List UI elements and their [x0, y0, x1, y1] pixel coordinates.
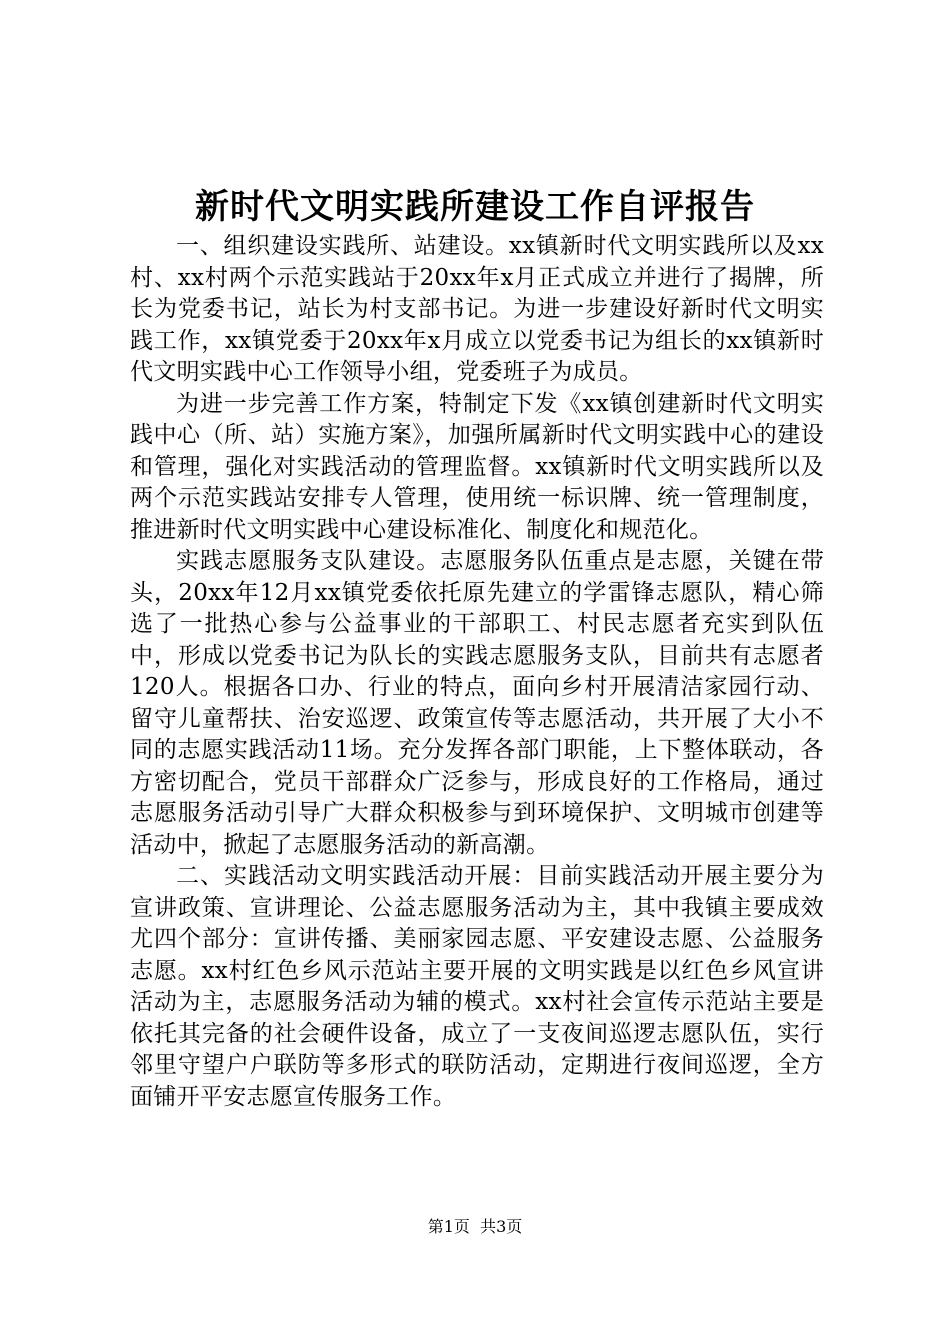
document-title: 新时代文明实践所建设工作自评报告 [195, 187, 755, 227]
paragraph-organization: 一、组织建设实践所、站建设。xx镇新时代文明实践所以及xx村、xx村两个示范实践站于20xx年x月正式成立并进行了揭牌，所长为党委书记，站长为村支部书记。为进一步建设好新时代文明实践工作，xx镇党委于20xx年x月成立以党委书记为组长的xx镇新时代文明实践中心工作领导小组，党委班子为成员。 [130, 233, 824, 385]
paragraph-work-plan: 为进一步完善工作方案，特制定下发《xx镇创建新时代文明实践中心（所、站）实施方案》，加强所属新时代文明实践中心的建设和管理，强化对实践活动的管理监督。xx镇新时代文明实践所以及两个示范实践站安排专人管理，使用统一标识牌、统一管理制度，推进新时代文明实践中心建设标准化、制度化和规范化。 [130, 390, 824, 543]
paragraph-activities: 二、实践活动文明实践活动开展：目前实践活动开展主要分为宣讲政策、宣讲理论、公益志愿服务活动为主，其中我镇主要成效尤四个部分：宣讲传播、美丽家园志愿、平安建设志愿、公益服务志愿。xx村红色乡风示范站主要开展的文明实践是以红色乡风宣讲活动为主，志愿服务活动为辅的模式。xx村社会宣传示范站主要是依托其完备的社会硬件设备，成立了一支夜间巡逻志愿队伍，实行邻里守望户户联防等多形式的联防活动，定期进行夜间巡逻，全方面铺开平安志愿宣传服务工作。 [130, 863, 824, 1110]
page-footer: 第1页 共3页 [427, 1217, 523, 1236]
paragraph-volunteer-team: 实践志愿服务支队建设。志愿服务队伍重点是志愿，关键在带头，20xx年12月xx镇党委依托原先建立的学雷锋志愿队，精心筛选了一批热心参与公益事业的干部职工、村民志愿者充实到队伍中，形成以党委书记为队长的实践志愿服务支队，目前共有志愿者120人。根据各口办、行业的特点，面向乡村开展清洁家园行动、留守儿童帮扶、治安巡逻、政策宣传等志愿活动，共开展了大小不同的志愿实践活动11场。充分发挥各部门职能，上下整体联动，各方密切配合，党员干部群众广泛参与，形成良好的工作格局，通过志愿服务活动引导广大群众积极参与到环境保护、文明城市创建等活动中，掀起了志愿服务活动的新高潮。 [130, 548, 824, 858]
document-body [130, 231, 824, 1113]
